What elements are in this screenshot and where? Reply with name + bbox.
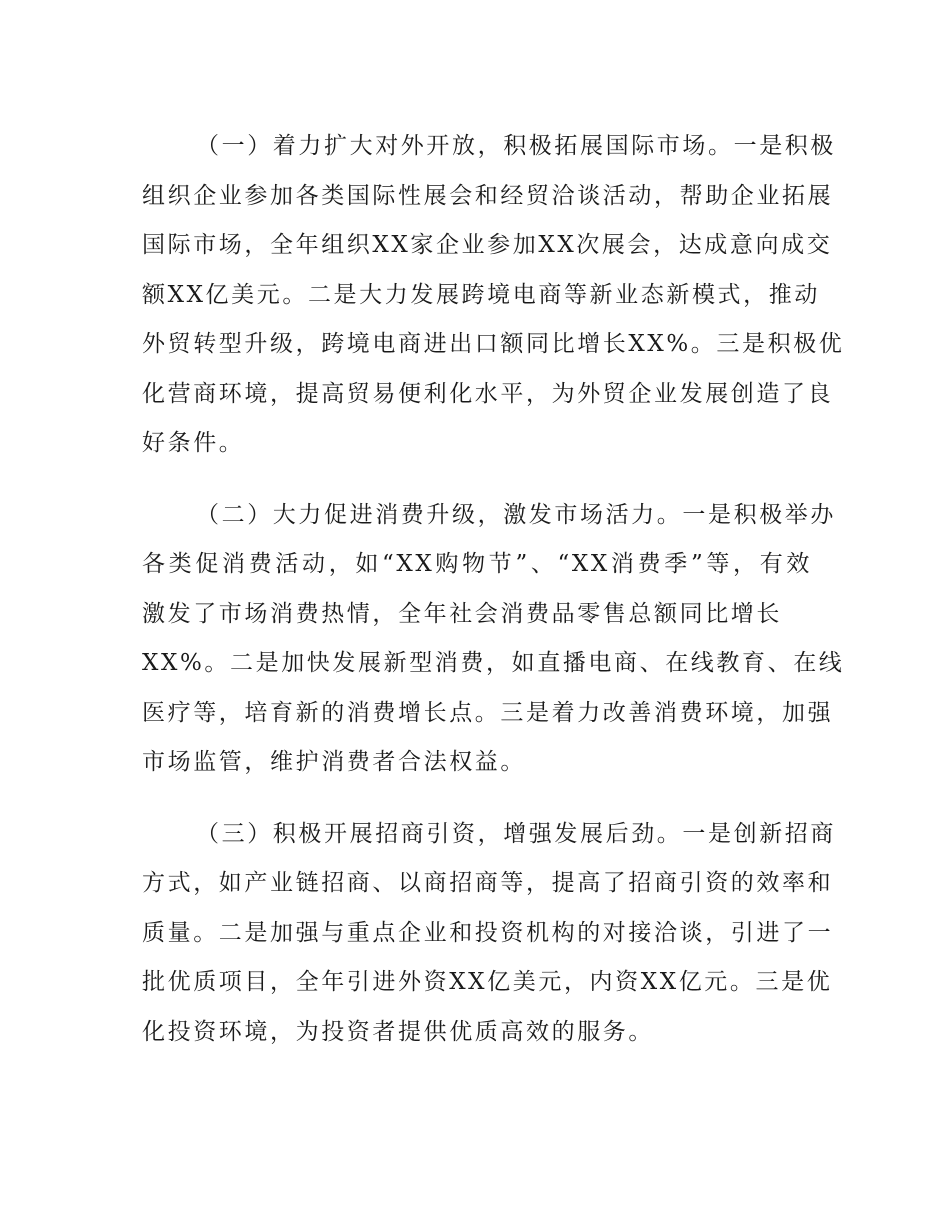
paragraph-line: 医疗等，培育新的消费增长点。三是着力改善消费环境，加强: [142, 699, 834, 726]
paragraph-line: 各类促消费活动，如“XX购物节”、“XX消费季”等，有效: [142, 551, 812, 577]
paragraph-line: 国际市场，全年组织XX家企业参加XX次展会，达成意向成交: [142, 232, 833, 258]
paragraph-line: （二）大力促进消费升级，激发市场活力。一是积极举办: [196, 501, 836, 528]
paragraph-line: 激发了市场消费热情，全年社会消费品零售总额同比增长: [142, 600, 782, 627]
paragraph-line: XX%。二是加快发展新型消费，如直播电商、在线教育、在线: [142, 650, 845, 676]
paragraph-line: 质量。二是加强与重点企业和投资机构的对接洽谈，引进了一: [142, 919, 834, 946]
paragraph-line: 外贸转型升级，跨境电商进出口额同比增长XX%。三是积极优: [142, 331, 845, 357]
paragraph-line: 方式，如产业链招商、以商招商等，提高了招商引资的效率和: [142, 870, 834, 896]
paragraph-line: （三）积极开展招商引资，增强发展后劲。一是创新招商: [196, 820, 836, 847]
paragraph-line: 好条件。: [142, 430, 245, 456]
paragraph-foreign-trade: [142, 122, 845, 469]
paragraph-consumption: [142, 491, 845, 788]
paragraph-line: 化投资环境，为投资者提供优质高效的服务。: [142, 1018, 654, 1045]
paragraph-line: 化营商环境，提高贸易便利化水平，为外贸企业发展创造了良: [142, 380, 834, 407]
paragraph-line: 市场监管，维护消费者合法权益。: [142, 749, 526, 775]
paragraph-line: 组织企业参加各类国际性展会和经贸洽谈活动，帮助企业拓展: [142, 182, 834, 209]
paragraph-line: （一）着力扩大对外开放，积极拓展国际市场。一是积极: [196, 133, 836, 159]
paragraph-investment: [142, 810, 836, 1058]
paragraph-line: 批优质项目，全年引进外资XX亿美元，内资XX亿元。三是优: [142, 969, 833, 995]
document-page: [142, 122, 845, 1079]
paragraph-line: 额XX亿美元。二是大力发展跨境电商等新业态新模式，推动: [142, 281, 820, 308]
